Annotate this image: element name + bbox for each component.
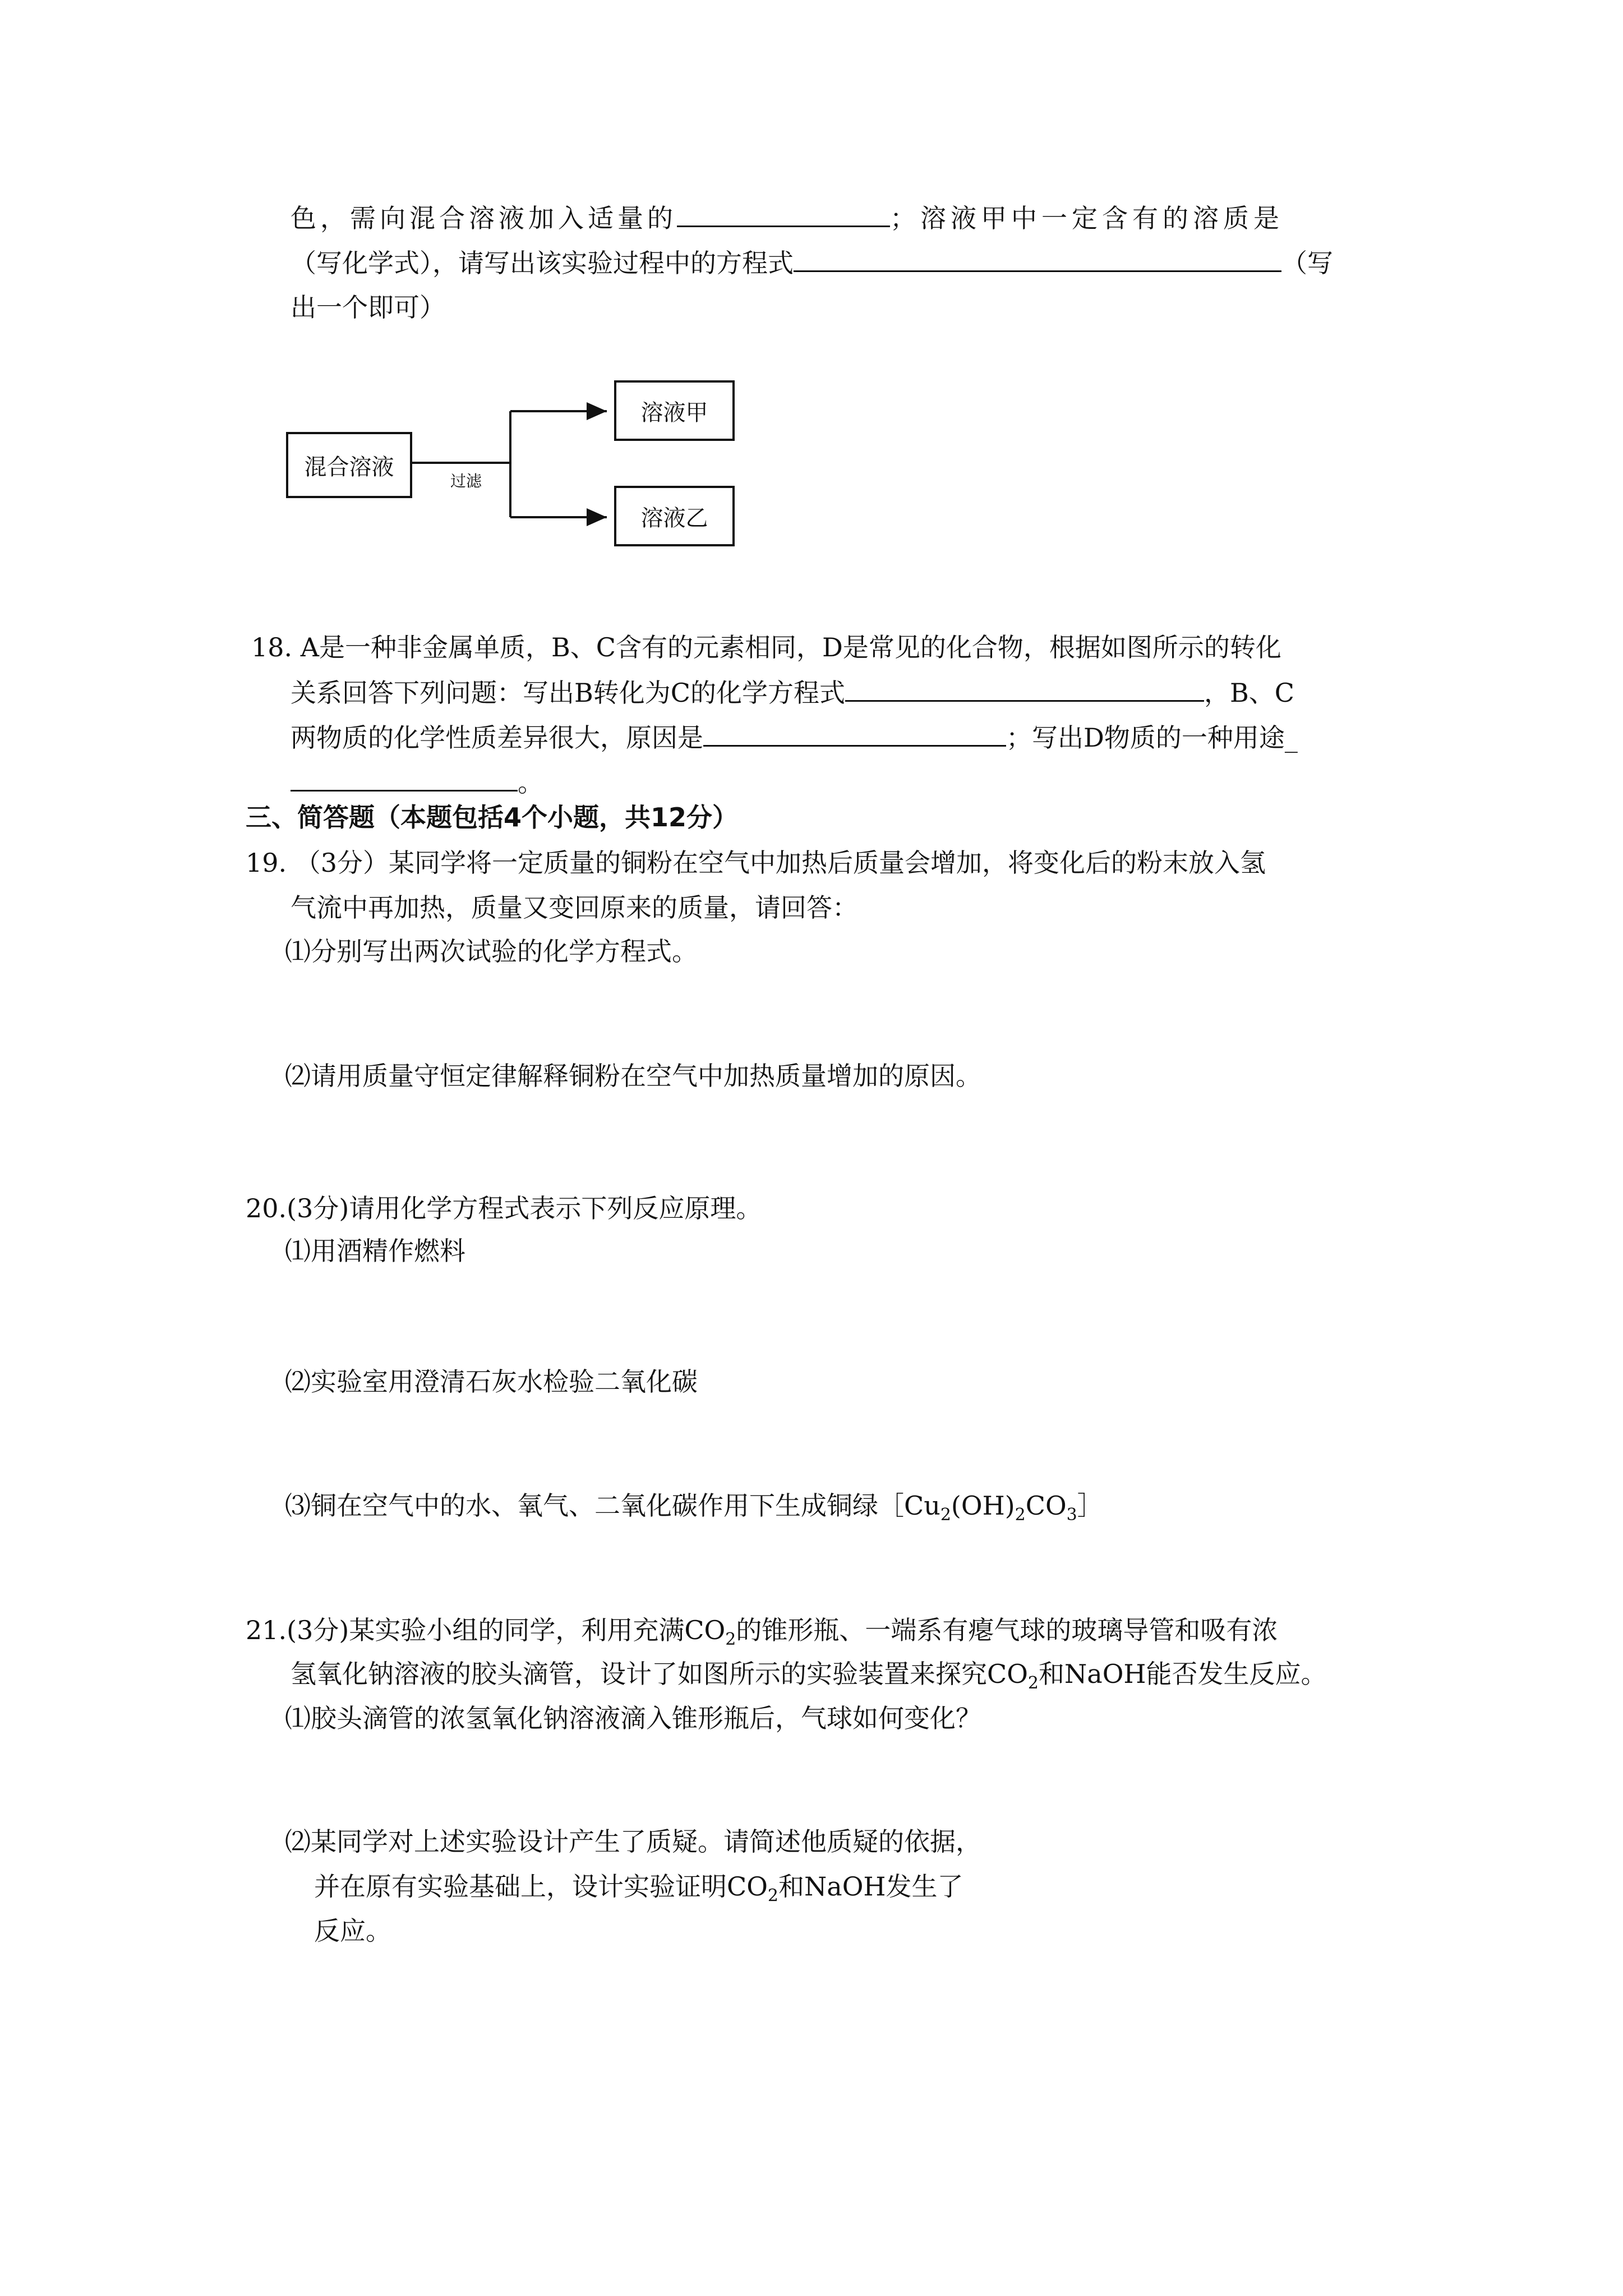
q18-text: ，B、C xyxy=(1204,678,1294,708)
q20-line-1: 20.(3分)请用化学方程式表示下列反应原理。 xyxy=(246,1193,762,1223)
formula-oh: (OH) xyxy=(951,1490,1015,1521)
q21-text: 和NaOH发生了 xyxy=(778,1871,963,1902)
mixed-solution-box: 混合溶液 xyxy=(286,432,412,498)
q19-line-1: 19. （3分）某同学将一定质量的铜粉在空气中加热后质量会增加，将变化后的粉末放入氢 xyxy=(246,848,1266,878)
q21-text: 氢氧化钠溶液的胶头滴管，设计了如图所示的实验装置来探究CO xyxy=(291,1659,1028,1689)
subscript: 3 xyxy=(1066,1505,1077,1525)
q20-sub-1: ⑴用酒精作燃料 xyxy=(285,1236,465,1266)
q21-text: 并在原有实验基础上，设计实验证明CO xyxy=(314,1871,768,1902)
q18-text: 关系回答下列问题：写出B转化为C的化学方程式 xyxy=(291,678,845,708)
q21-line-2 xyxy=(291,1657,1327,1694)
section-3-title: 三、简答题（本题包括4个小题，共12分） xyxy=(246,802,739,832)
q21-sub-2-line-1: ⑵某同学对上述实验设计产生了质疑。请简述他质疑的依据， xyxy=(285,1826,981,1857)
q18-line-4 xyxy=(291,765,543,799)
subscript: 2 xyxy=(767,1886,779,1906)
q19-line-2: 气流中再加热，质量又变回原来的质量，请回答： xyxy=(291,892,858,923)
q18-text: 18. A是一种非金属单质，B、C含有的元素相同，D是常见的化合物，根据如图所示的转化 xyxy=(251,632,1281,662)
q19-sub-2: ⑵请用质量守恒定律解释铜粉在空气中加热质量增加的原因。 xyxy=(285,1061,981,1091)
q17-text: 色，需向混合溶液加入适量的 xyxy=(291,203,677,233)
q20-sub-3-text: ⑶铜在空气中的水、氧气、二氧化碳作用下生成铜绿［ xyxy=(285,1490,904,1521)
q17-text: ；溶液甲中一定含有的溶质是 xyxy=(890,203,1284,233)
subscript: 2 xyxy=(1015,1505,1026,1525)
filter-label: 过滤 xyxy=(450,472,482,490)
q20-sub-2: ⑵实验室用澄清石灰水检验二氧化碳 xyxy=(285,1366,698,1397)
subscript: 2 xyxy=(725,1630,736,1650)
q18-line-2 xyxy=(291,675,1294,710)
answer-blank[interactable] xyxy=(703,720,1006,747)
q21-text: 和NaOH能否发生反应。 xyxy=(1039,1659,1327,1689)
q20-sub-3 xyxy=(285,1489,1103,1525)
q21-sub-2-line-3: 反应。 xyxy=(314,1916,391,1946)
q17-text: 出一个即可） xyxy=(291,292,445,323)
diagram-connectors xyxy=(0,0,1623,617)
q21-sub-1: ⑴胶头滴管的浓氢氧化钠溶液滴入锥形瓶后，气球如何变化？ xyxy=(285,1703,981,1733)
q17-text: （写 xyxy=(1281,248,1333,278)
answer-blank[interactable] xyxy=(291,765,518,792)
solution-a-box: 溶液甲 xyxy=(614,380,735,441)
q18-line-3 xyxy=(291,720,1298,754)
formula-co: CO xyxy=(1025,1490,1067,1521)
q21-sub-2-line-2 xyxy=(314,1870,963,1906)
q18-text: ；写出D物质的一种用途_ xyxy=(1006,723,1298,753)
q19-sub-1: ⑴分别写出两次试验的化学方程式。 xyxy=(285,936,698,967)
q17-text: （写化学式），请写出该实验过程中的方程式 xyxy=(291,248,794,278)
q21-text: 的锥形瓶、一端系有瘪气球的玻璃导管和吸有浓 xyxy=(736,1615,1278,1645)
q18-text: 。 xyxy=(518,767,543,798)
formula-cu: Cu xyxy=(904,1490,940,1521)
subscript: 2 xyxy=(940,1505,951,1525)
solution-b-box: 溶液乙 xyxy=(614,486,735,546)
subscript: 2 xyxy=(1027,1673,1039,1694)
q21-line-1 xyxy=(246,1613,1278,1650)
bracket-close: ］ xyxy=(1077,1490,1103,1521)
answer-blank[interactable] xyxy=(845,675,1204,702)
q18-line-1 xyxy=(251,631,1281,664)
q18-text: 两物质的化学性质差异很大，原因是 xyxy=(291,723,703,753)
q21-text: 21.(3分)某实验小组的同学，利用充满CO xyxy=(246,1615,726,1645)
